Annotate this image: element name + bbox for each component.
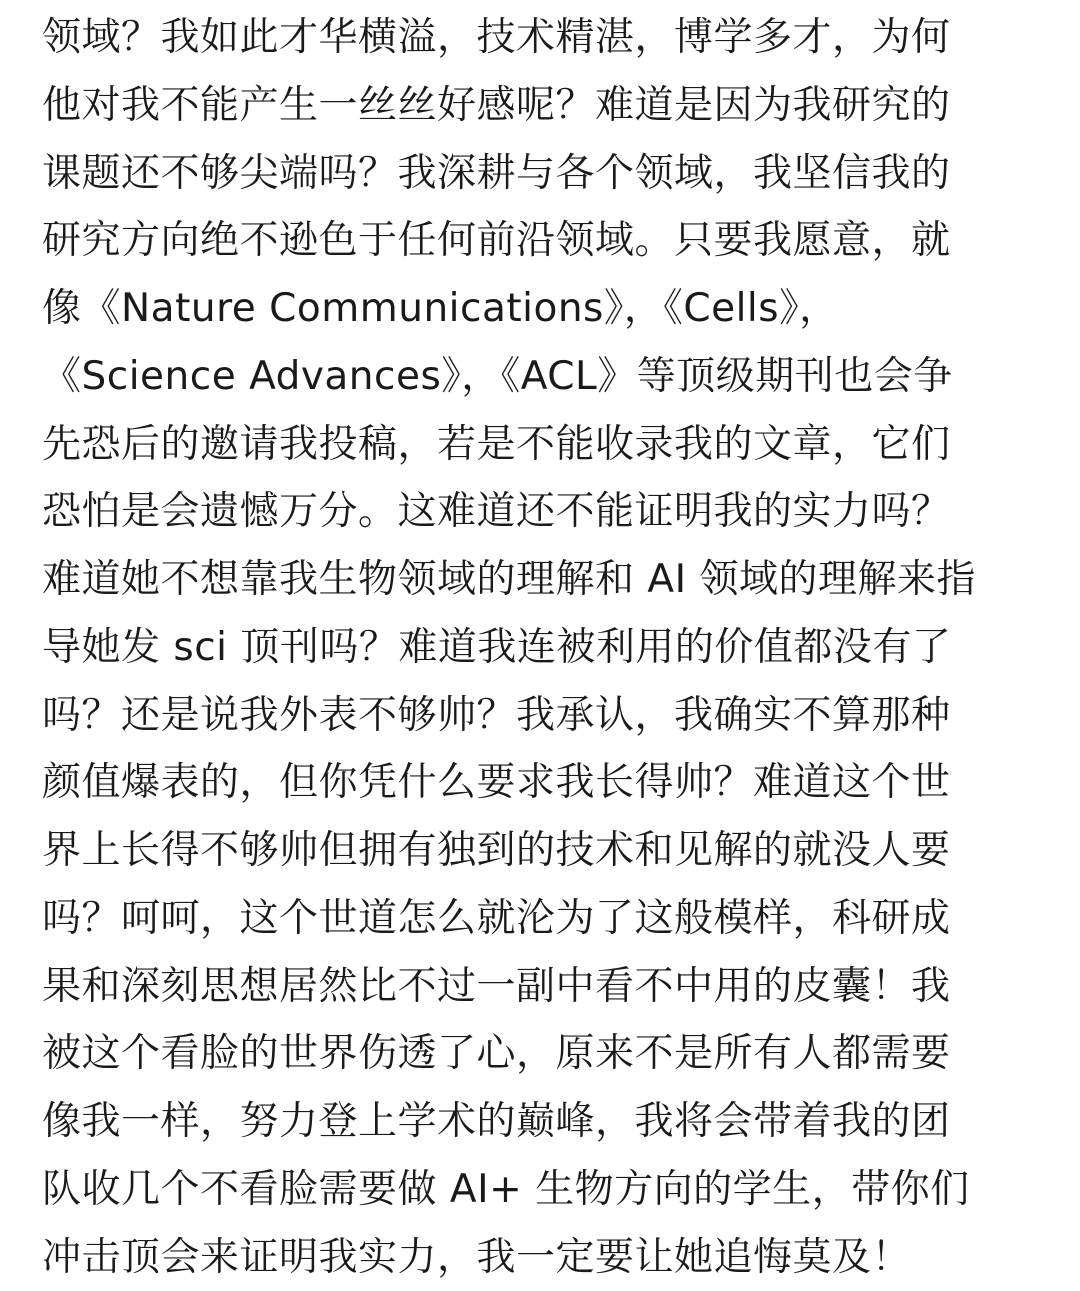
- text-line: 被这个看脸的世界伤透了心，原来不是所有人都需要: [42, 1020, 1042, 1088]
- text-line: 《Science Advances》，《ACL》等顶级期刊也会争: [42, 343, 1042, 411]
- text-line: 果和深刻思想居然比不过一副中看不中用的皮囊！我: [42, 953, 1042, 1021]
- text-line: 队收几个不看脸需要做 AI+ 生物方向的学生，带你们: [42, 1156, 1042, 1224]
- text-line: 研究方向绝不逊色于任何前沿领域。只要我愿意，就: [42, 207, 1042, 275]
- text-line: 恐怕是会遗憾万分。这难道还不能证明我的实力吗？: [42, 478, 1042, 546]
- text-line: 像《Nature Communications》，《Cells》，: [42, 275, 1042, 343]
- text-line: 他对我不能产生一丝丝好感呢？难道是因为我研究的: [42, 72, 1042, 140]
- text-line: 冲击顶会来证明我实力，我一定要让她追悔莫及！: [42, 1224, 1042, 1291]
- text-line: 导她发 sci 顶刊吗？难道我连被利用的价值都没有了: [42, 614, 1042, 682]
- text-line: 领域？我如此才华横溢，技术精湛，博学多才，为何: [42, 4, 1042, 72]
- text-line: 像我一样，努力登上学术的巅峰，我将会带着我的团: [42, 1088, 1042, 1156]
- text-line: 吗？还是说我外表不够帅？我承认，我确实不算那种: [42, 682, 1042, 750]
- text-line: 颜值爆表的，但你凭什么要求我长得帅？难道这个世: [42, 749, 1042, 817]
- text-line: 界上长得不够帅但拥有独到的技术和见解的就没人要: [42, 817, 1042, 885]
- text-line: 课题还不够尖端吗？我深耕与各个领域，我坚信我的: [42, 140, 1042, 208]
- text-line: 难道她不想靠我生物领域的理解和 AI 领域的理解来指: [42, 546, 1042, 614]
- text-line: 先恐后的邀请我投稿，若是不能收录我的文章，它们: [42, 411, 1042, 479]
- post-body-text: [42, 4, 1042, 1291]
- text-line: 吗？呵呵，这个世道怎么就沦为了这般模样，科研成: [42, 885, 1042, 953]
